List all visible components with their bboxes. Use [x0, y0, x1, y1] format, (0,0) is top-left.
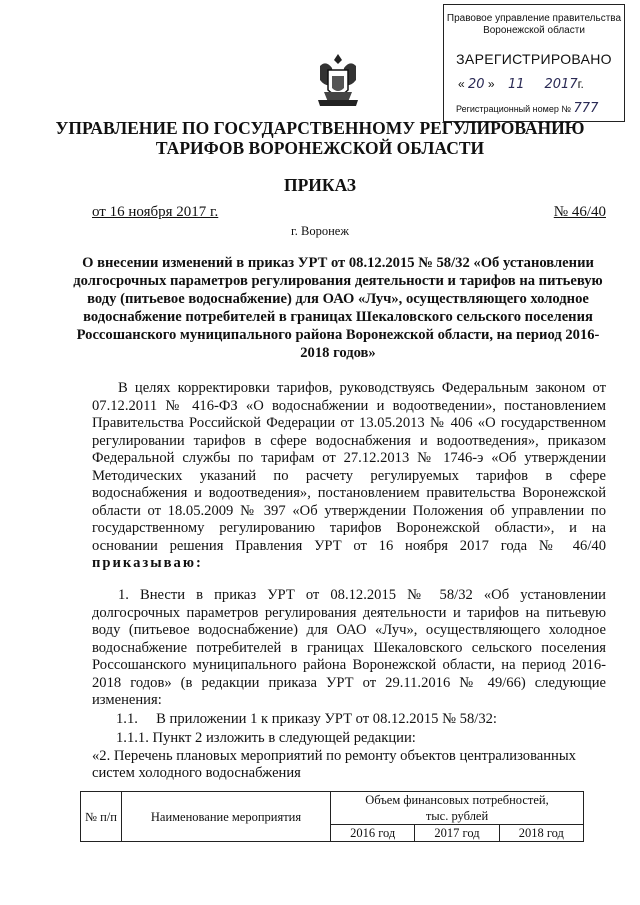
col-finance-header-line1: Объем финансовых потребностей,	[331, 792, 584, 809]
item-1-paragraph	[92, 587, 606, 710]
order-word: приказываю:	[92, 555, 203, 571]
col-year-2018: 2018 год	[499, 825, 583, 842]
col-finance-header-line2: тыс. рублей	[331, 808, 584, 825]
org-line2: ТАРИФОВ ВОРОНЕЖСКОЙ ОБЛАСТИ	[155, 138, 485, 158]
org-line1: УПРАВЛЕНИЕ ПО ГОСУДАРСТВЕННОМУ РЕГУЛИРОВАНИЮ	[55, 118, 585, 138]
item-1-1-1: 1.1.1. Пункт 2 изложить в следующей редакции:	[116, 730, 416, 746]
document-type: ПРИКАЗ	[283, 175, 357, 195]
preamble-text: В целях корректировки тарифов, руководствуясь Федеральным законом от 07.12.2011 № 416-ФЗ «О водоснабжении и водоотведении», постановлением Правительства Российской Федерации от 13.05.2013 № 406 «О государственном регулировании тарифов в сфере водоснабжения и водоотведения», приказом Федеральной службы по тарифам от 27.12.2013 № 1746-э «Об утверждении Методических указаний по расчету регулируемых тарифов в сфере водоснабжения и водоотведения», постановлением правительства Воронежской области от 18.05.2009 № 397 «Об утверждении Положения об управлении по государственному регулированию тарифов Воронежской области», и на основании решения Правления УРТ от 16 ноября 2017 года № 46/40	[92, 380, 606, 554]
document-city: г. Воронеж	[291, 224, 349, 238]
stamp-registered: ЗАРЕГИСТРИРОВАНО	[456, 51, 612, 67]
document-number: № 46/40	[553, 204, 606, 220]
stamp-date-year: 2017	[544, 77, 578, 92]
stamp-date-day: 20	[468, 77, 485, 92]
organization-name	[0, 118, 640, 158]
coat-of-arms-icon	[312, 50, 364, 110]
stamp-line1: Правовое управление правительства	[446, 13, 622, 24]
stamp-reg-number: Регистрационный номер № 777	[456, 101, 599, 116]
col-year-2017: 2017 год	[415, 825, 499, 842]
stamp-date-month: 11	[507, 77, 525, 92]
registration-stamp	[443, 4, 625, 122]
preamble-paragraph	[92, 380, 606, 573]
col-name-header: Наименование мероприятия	[122, 792, 331, 842]
stamp-date: « 20 » 11 2017г.	[458, 77, 584, 92]
document-date: от 16 ноября 2017 г.	[92, 204, 219, 220]
item-1-1: 1.1. В приложении 1 к приказу УРТ от 08.12.2015 № 58/32:	[116, 711, 497, 727]
item-2-line2: систем холодного водоснабжения	[92, 765, 301, 781]
stamp-line2: Воронежской области	[483, 25, 585, 36]
document-title: О внесении изменений в приказ УРТ от 08.12.2015 № 58/32 «Об установлении долгосрочных параметров регулирования деятельности и тарифов на питьевую воду (питьевое водоснабжение) для ОАО «Луч», осуществляющего холодное водоснабжение потребителей в границах Шекаловского сельского поселения Россошанского муниципального района Воронежской области, на период 2016-2018 годов»	[73, 255, 603, 361]
item-2-line1: «2. Перечень плановых мероприятий по ремонту объектов централизованных	[92, 748, 576, 764]
col-year-2016: 2016 год	[331, 825, 415, 842]
item-1-text: 1. Внести в приказ УРТ от 08.12.2015 № 58/32 «Об установлении долгосрочных параметров регулирования деятельности и тарифов на питьевую воду (питьевое водоснабжение) для ОАО «Луч», осуществляющего холодное водоснабжение потребителей в границах Шекаловского сельского поселения Россошанского муниципального района Воронежской области, на период 2016-2018 годов» (в редакции приказа УРТ от 29.11.2016 № 49/66) следующие изменения:	[92, 587, 606, 708]
col-num-header: № п/п	[81, 792, 122, 842]
stamp-reg-number-value: 777	[573, 101, 599, 116]
measures-table	[80, 791, 584, 842]
